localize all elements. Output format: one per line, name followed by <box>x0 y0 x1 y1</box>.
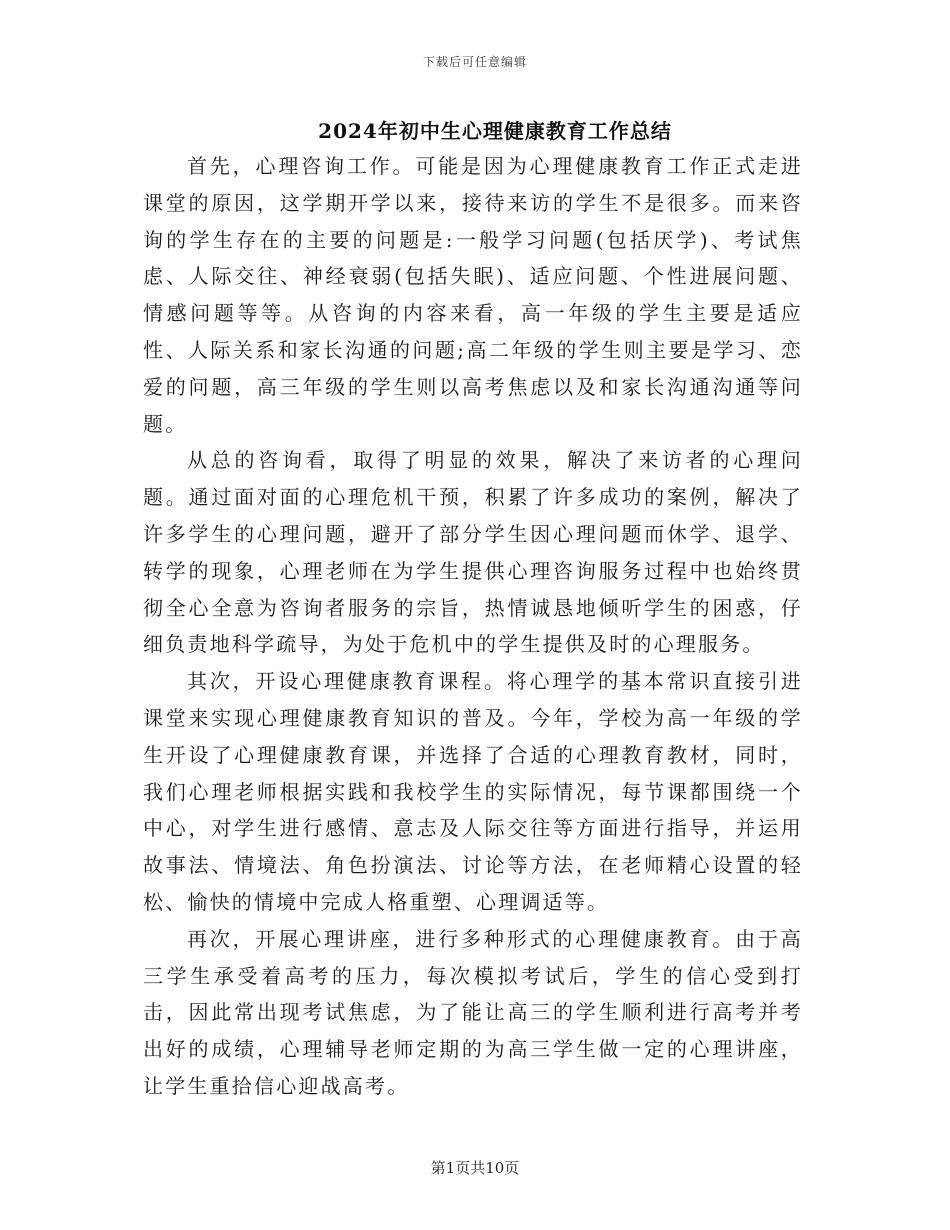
document-title: 2024年初中生心理健康教育工作总结 <box>318 119 672 143</box>
paragraph-lectures: 再次，开展心理讲座，进行多种形式的心理健康教育。由于高三学生承受着高考的压力，每次模拟考试后，学生的信心受到打击，因此常出现考试焦虑，为了能让高三的学生顺利进行高考并考出好的成绩，心理辅导老师定期的为高三学生做一定的心理讲座，让学生重拾信心迎战高考。 <box>143 926 803 1098</box>
page-number: 第1页共10页 <box>430 1159 520 1177</box>
paragraph-courses: 其次，开设心理健康教育课程。将心理学的基本常识直接引进课堂来实现心理健康教育知识的普及。今年，学校为高一年级的学生开设了心理健康教育课，并选择了合适的心理教育教材，同时，我们心理老师根据实践和我校学生的实际情况，每节课都围绕一个中心，对学生进行感情、意志及人际交往等方面进行指导，并运用故事法、情境法、角色扮演法、讨论等方法，在老师精心设置的轻松、愉快的情境中完成人格重塑、心理调适等。 <box>143 669 803 914</box>
paragraph-counseling-results: 从总的咨询看，取得了明显的效果，解决了来访者的心理问题。通过面对面的心理危机干预，积累了许多成功的案例，解决了许多学生的心理问题，避开了部分学生因心理问题而休学、退学、转学的现象，心理老师在为学生提供心理咨询服务过程中也始终贯彻全心全意为咨询者服务的宗旨，热情诚恳地倾听学生的困惑，仔细负责地科学疏导，为处于危机中的学生提供及时的心理服务。 <box>143 448 803 657</box>
paragraph-counseling: 首先，心理咨询工作。可能是因为心理健康教育工作正式走进课堂的原因，这学期开学以来，接待来访的学生不是很多。而来咨询的学生存在的主要的问题是:一般学习问题(包括厌学)、考试焦虑、人际交往、神经衰弱(包括失眠)、适应问题、个性进展问题、情感问题等等。从咨询的内容来看，高一年级的学生主要是适应性、人际关系和家长沟通的问题;高二年级的学生则主要是学习、恋爱的问题，高三年级的学生则以高考焦虑以及和家长沟通沟通等问题。 <box>143 154 803 436</box>
document-body <box>143 148 803 1105</box>
header-note: 下载后可任意编辑 <box>422 55 527 69</box>
